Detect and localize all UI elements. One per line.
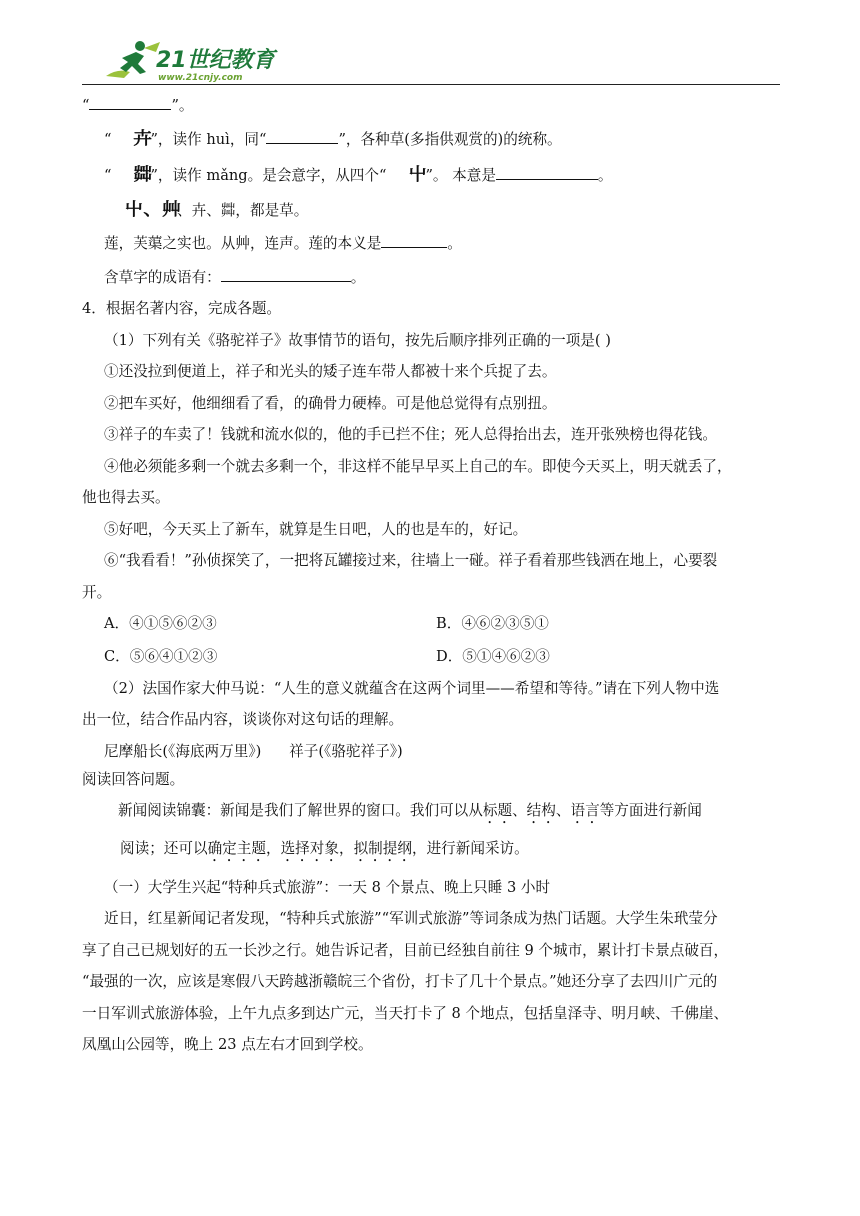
q4-sub1: （1）下列有关《骆驼祥子》故事情节的语句，按先后顺序排列正确的一项是( ) bbox=[104, 331, 611, 349]
reading-intro: 阅读回答问题。 bbox=[82, 770, 185, 788]
option-a[interactable]: A．④①⑤⑥②③ bbox=[104, 615, 217, 632]
q4-item-5: ⑤好吧，今天买上了新车，就算是生日吧，人的也是车的，好记。 bbox=[104, 520, 528, 538]
grass-glyphs: 屮、艸 bbox=[124, 199, 181, 220]
reading-tip-line2: 阅读；还可以确定主题，选择对象，拟制提纲，进行新闻采访。 bbox=[120, 839, 529, 857]
q3-line0: “ ”。 bbox=[82, 94, 782, 116]
options-row-2 bbox=[82, 647, 782, 667]
q4-item-4-cont: 他也得去买。 bbox=[82, 489, 170, 506]
news-para-line2: 享了自己已规划好的五一长沙之行。她告诉记者，目前已经独自前往 9 个城市，累计打卡景点破百， bbox=[82, 941, 729, 959]
q4-item-6-cont: 开。 bbox=[82, 583, 112, 601]
q4-title: 4．根据名著内容，完成各题。 bbox=[82, 300, 282, 317]
section-title: （一）大学生兴起“特种兵式旅游”：一天 8 个景点、晚上只睡 3 小时 bbox=[104, 878, 551, 896]
q3-idiom: 含草字的成语有： 。 bbox=[82, 266, 782, 288]
reading-tip-line1: 新闻阅读锦囊：新闻是我们了解世界的窗口。我们可以从标题、结构、语言等方面进行新闻 bbox=[118, 802, 702, 819]
q3-grass: 屮、艸、卉、茻，都是草。 bbox=[82, 200, 782, 221]
runner-logo-icon bbox=[100, 38, 300, 84]
q4-sub2-line1: （2）法国作家大仲马说：“人生的意义就蕴含在这两个词里——希望和等待。”请在下列人物中选 bbox=[104, 679, 720, 697]
logo-url: www.21cnjy.com bbox=[158, 73, 243, 83]
news-para-line3: “最强的一次，应该是寒假八天跨越浙赣皖三个省份，打卡了几十个景点。”她还分享了去四川广元的 bbox=[82, 973, 718, 990]
news-para-line1: 近日，红星新闻记者发现，“特种兵式旅游”“军训式旅游”等词条成为热门话题。大学生朱玳莹分 bbox=[104, 910, 718, 927]
q3-mang: “ 茻”，读作 mǎng。是会意字，从四个“ 屮”。 本意是 。 bbox=[104, 164, 613, 185]
news-para-line5: 凤凰山公园等，晚上 23 点左右才回到学校。 bbox=[82, 1036, 373, 1053]
q3-lian: 莲，芙蕖之实也。从艸，连声。莲的本义是 。 bbox=[82, 232, 782, 254]
q4-sub2-line2: 出一位，结合作品内容，谈谈你对这句话的理解。 bbox=[82, 711, 404, 728]
brand-logo bbox=[100, 38, 300, 84]
q4-characters: 尼摩船长(《海底两万里》) 祥子(《骆驼祥子》) bbox=[104, 742, 403, 760]
document-body bbox=[82, 94, 782, 1055]
news-para-line4: 一日军训式旅游体验，上午九点多到达广元，当天打卡了 8 个地点，包括皇泽寺、明月峡、千佛崖、 bbox=[82, 1004, 729, 1022]
answer-blank[interactable] bbox=[266, 128, 338, 144]
options-row-1 bbox=[82, 614, 782, 634]
answer-blank[interactable] bbox=[496, 164, 598, 180]
option-c[interactable]: C．⑤⑥④①②③ bbox=[104, 648, 218, 665]
q4-item-3: ③祥子的车卖了！钱就和流水似的，他的手已拦不住；死人总得抬出去，连开张殃榜也得花钱。 bbox=[104, 426, 717, 443]
q4-item-2: ②把车买好，他细细看了看，的确骨力硬棒。可是他总觉得有点别扭。 bbox=[104, 394, 557, 412]
logo-text: 21世纪教育 bbox=[156, 48, 275, 73]
answer-blank[interactable] bbox=[221, 266, 351, 282]
mang-glyph: 茻 bbox=[133, 164, 153, 185]
hui-glyph: 卉 bbox=[133, 128, 153, 149]
q4-item-6: ⑥“我看看！”孙侦探笑了，一把将瓦罐接过来，往墙上一碰。祥子看着那些钱洒在地上，心要裂 bbox=[104, 552, 718, 569]
option-d[interactable]: D．⑤①④⑥②③ bbox=[436, 648, 550, 665]
answer-blank[interactable] bbox=[381, 232, 447, 248]
page-header bbox=[0, 0, 860, 90]
option-b[interactable]: B．④⑥②③⑤① bbox=[436, 615, 549, 632]
q4-item-1: ①还没拉到便道上，祥子和光头的矮子连车带人都被十来个兵捉了去。 bbox=[104, 363, 557, 380]
answer-blank[interactable] bbox=[89, 94, 171, 110]
header-divider bbox=[82, 84, 780, 85]
q4-item-4: ④他必须能多剩一个就去多剩一个，非这样不能早早买上自己的车。即使今天买上，明天就丢了， bbox=[104, 457, 732, 475]
che-glyph: 屮 bbox=[408, 164, 428, 185]
q3-hui: “ 卉”，读作 huì，同“ ”，各种草(多指供观赏的)的统称。 bbox=[104, 128, 562, 149]
